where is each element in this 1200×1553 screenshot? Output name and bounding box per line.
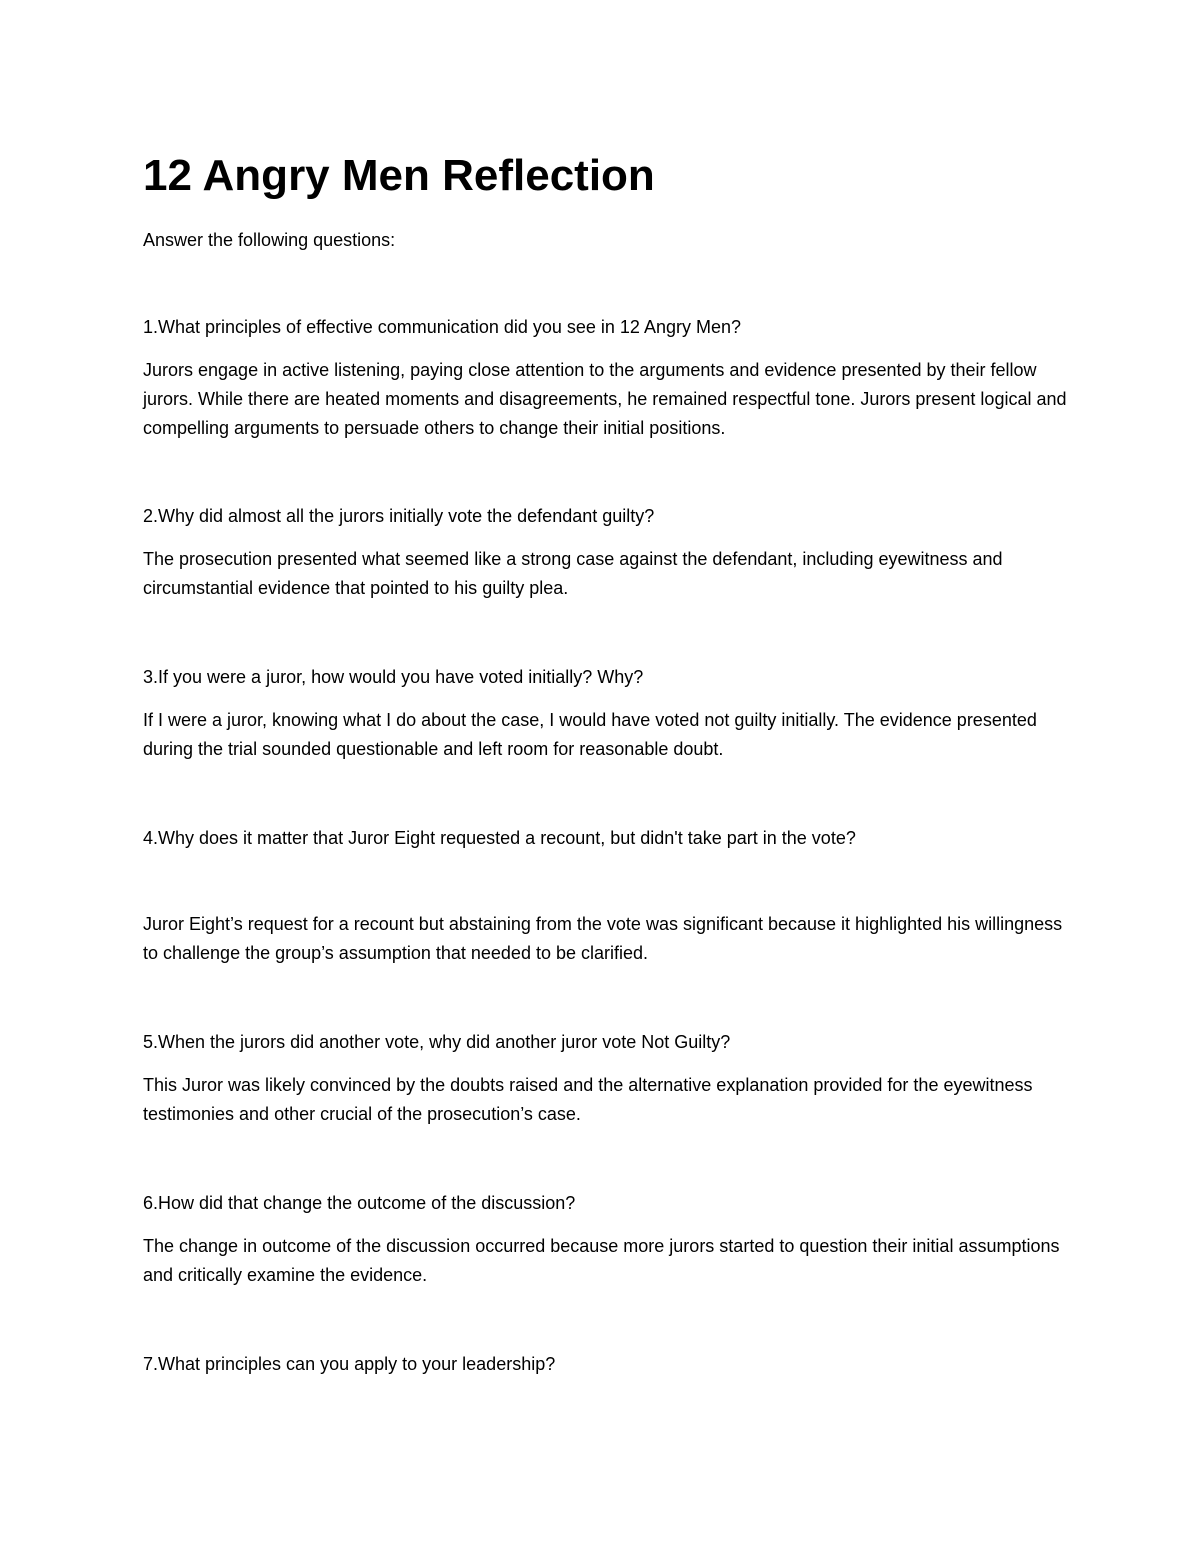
question-1: 1.What principles of effective communication did you see in 12 Angry Men?: [143, 317, 741, 337]
question-5: 5.When the jurors did another vote, why did another juror vote Not Guilty?: [143, 1032, 731, 1052]
answer-1: Jurors engage in active listening, paying close attention to the arguments and evidence presented by their fellow jurors. While there are heated moments and disagreements, he remained respectful tone. Jurors present logical and compelling arguments to persuade others to change their initial positions.: [143, 360, 1067, 438]
question-2: 2.Why did almost all the jurors initially vote the defendant guilty?: [143, 506, 655, 526]
question-7: 7.What principles can you apply to your leadership?: [143, 1354, 556, 1374]
question-3: 3.If you were a juror, how would you have voted initially? Why?: [143, 667, 644, 687]
question-4: 4.Why does it matter that Juror Eight requested a recount, but didn't take part in the vote?: [143, 828, 856, 848]
instructions: Answer the following questions:: [143, 230, 396, 250]
document-title: 12 Angry Men Reflection: [143, 151, 655, 200]
answer-3: If I were a juror, knowing what I do about the case, I would have voted not guilty initially. The evidence presented during the trial sounded questionable and left room for reasonable doubt.: [143, 710, 1037, 759]
answer-4: Juror Eight’s request for a recount but abstaining from the vote was significant because it highlighted his willingness to challenge the group’s assumption that needed to be clarified.: [143, 914, 1063, 963]
answer-5: This Juror was likely convinced by the doubts raised and the alternative explanation provided for the eyewitness testimonies and other crucial of the prosecution’s case.: [143, 1075, 1033, 1124]
answer-2: The prosecution presented what seemed like a strong case against the defendant, including eyewitness and circumstantial evidence that pointed to his guilty plea.: [143, 549, 1003, 598]
question-6: 6.How did that change the outcome of the discussion?: [143, 1193, 576, 1213]
answer-6: The change in outcome of the discussion occurred because more jurors started to question their initial assumptions and critically examine the evidence.: [143, 1236, 1060, 1285]
